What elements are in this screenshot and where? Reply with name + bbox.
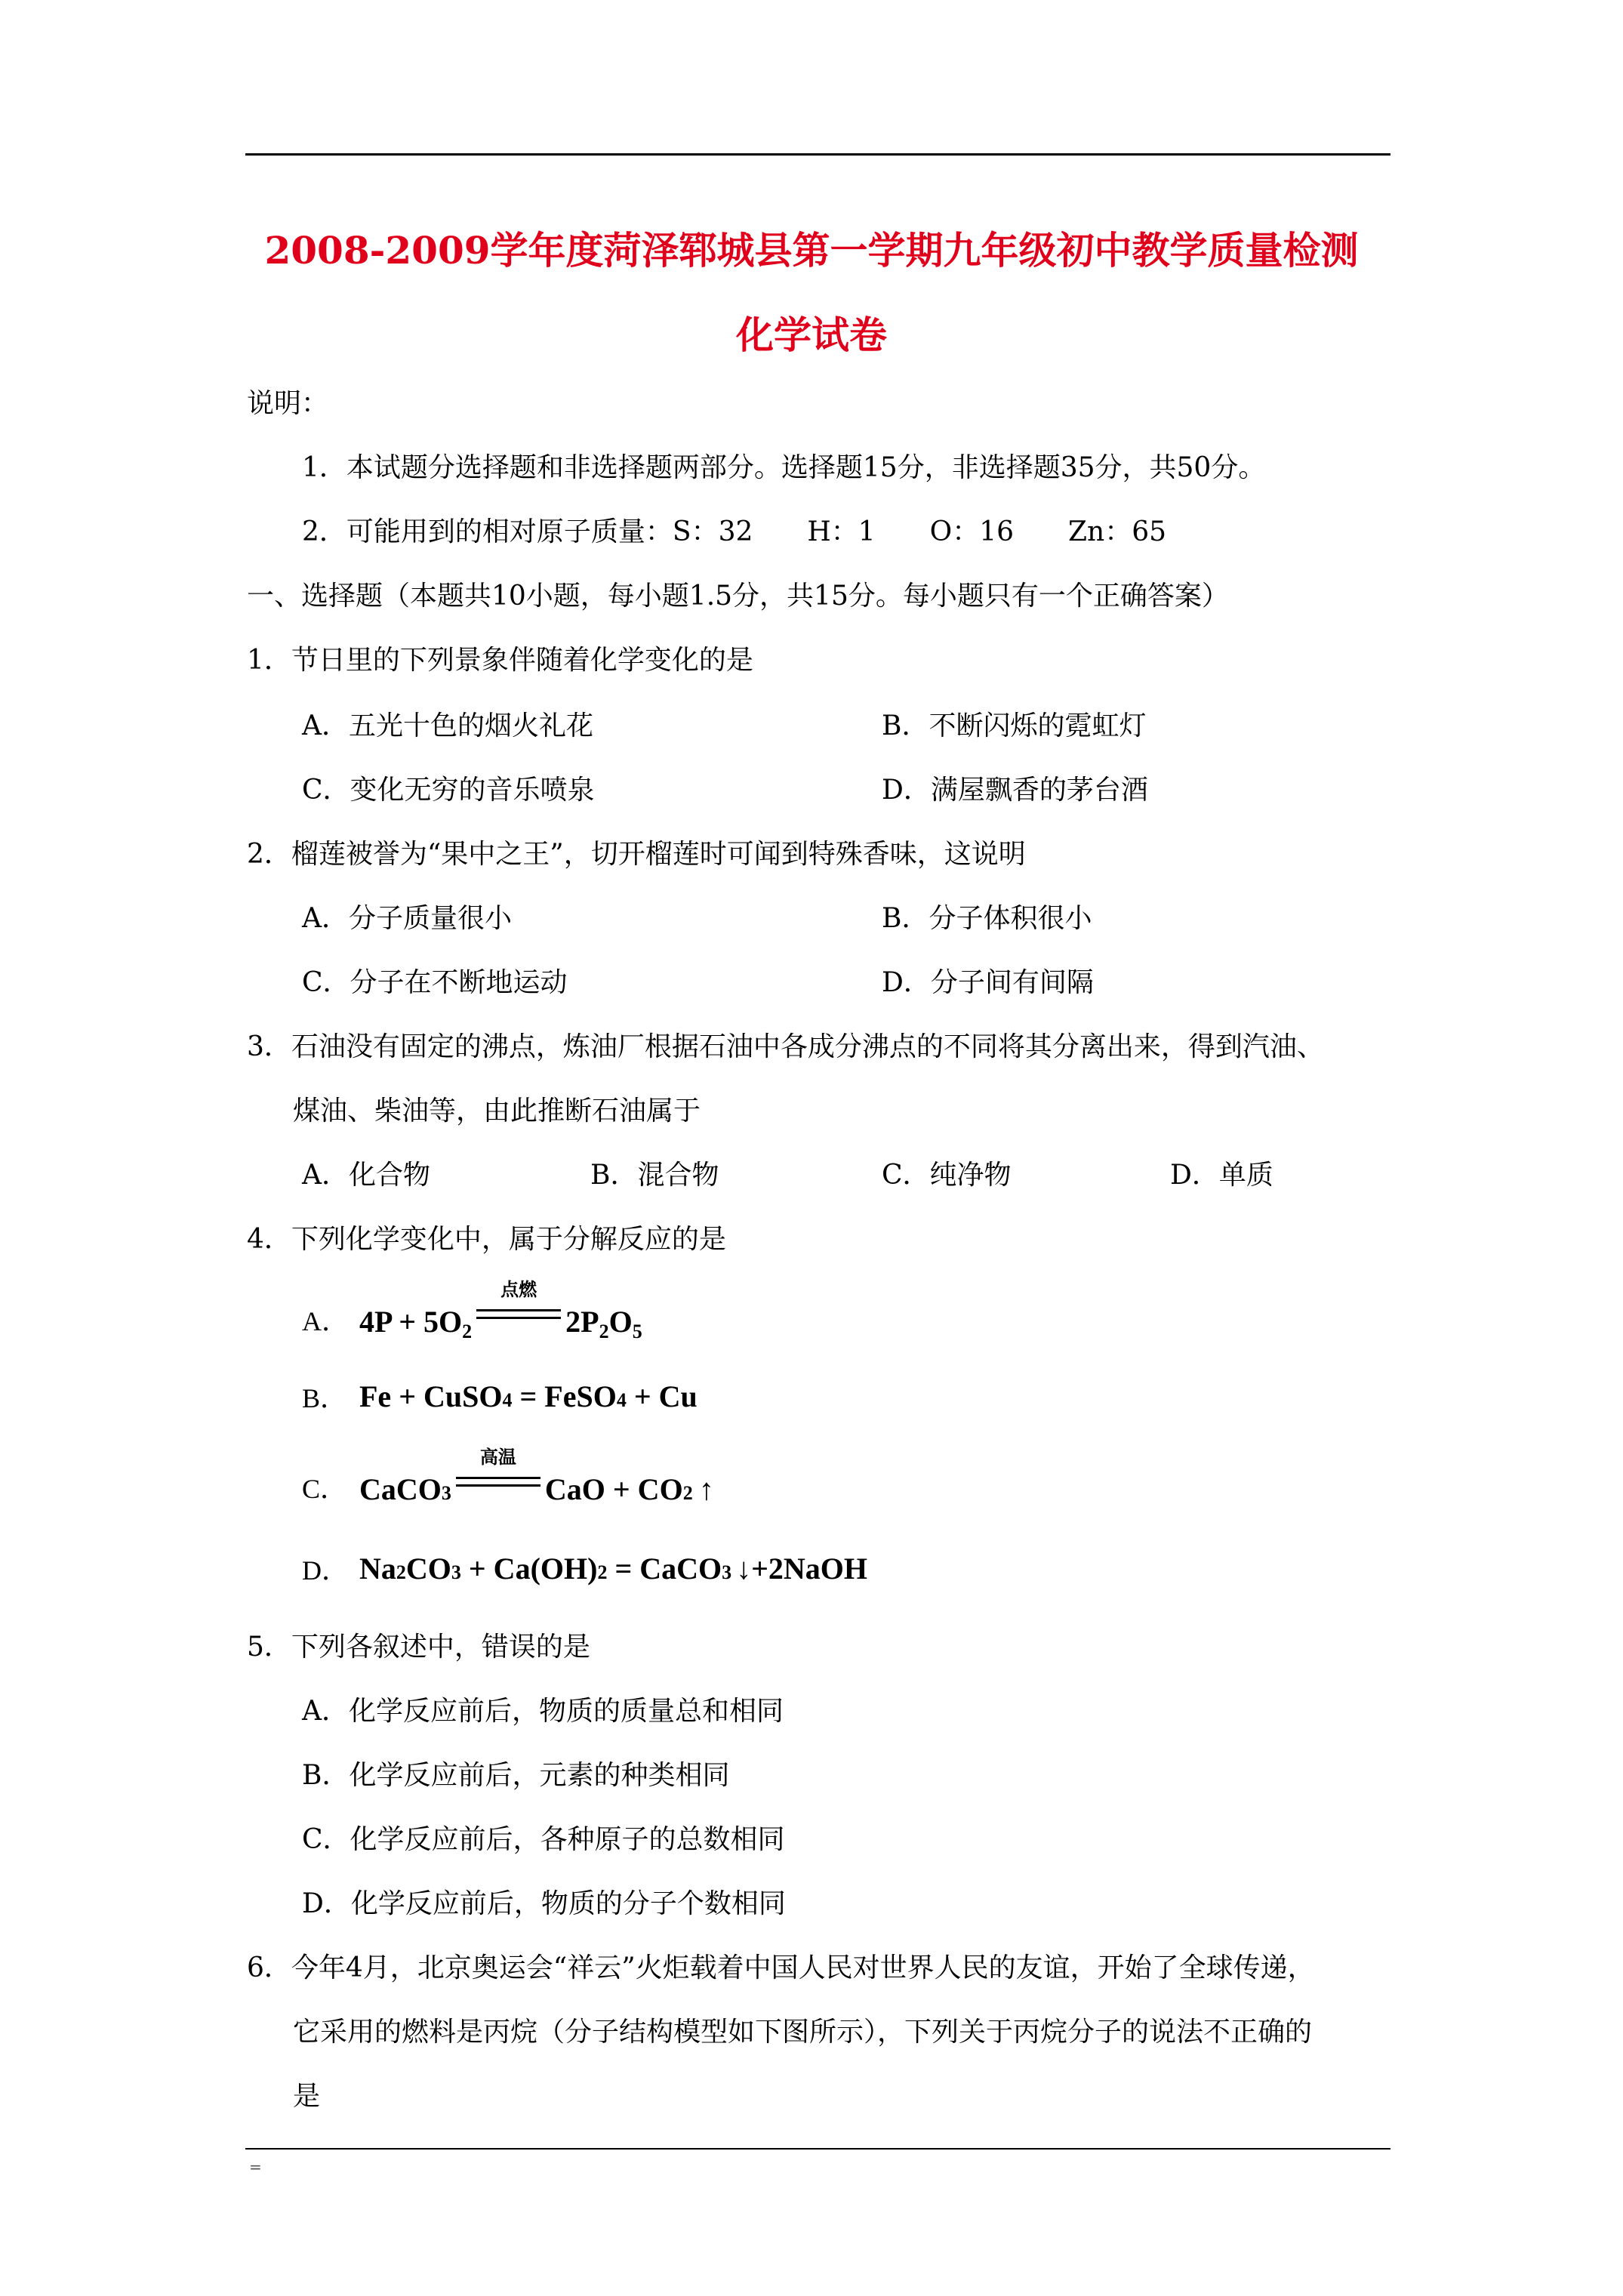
equation-a-reactants bbox=[359, 1304, 472, 1343]
question-6-stem-line-1: 6．今年4月，北京奥运会“祥云”火炬载着中国人民对世界人民的友谊，开始了全球传递， bbox=[247, 1952, 1315, 1983]
question-2-option-b: B．分子体积很小 bbox=[882, 903, 1092, 934]
instruction-note-2: 2．可能用到的相对原子质量：S：32 H：1 O：16 Zn：65 bbox=[302, 516, 1167, 547]
reaction-condition-arrow bbox=[456, 1447, 540, 1499]
question-3-option-c: C．纯净物 bbox=[882, 1160, 1012, 1191]
question-4-option-a-label: A． bbox=[302, 1306, 349, 1336]
subscript: 5 bbox=[632, 1321, 642, 1342]
subscript: 4 bbox=[616, 1389, 627, 1411]
question-2-option-d: D．分子间有间隔 bbox=[882, 967, 1094, 998]
question-5-option-c: C．化学反应前后，各种原子的总数相同 bbox=[302, 1824, 785, 1855]
question-4-stem: 4．下列化学变化中，属于分解反应的是 bbox=[247, 1224, 726, 1255]
equation-term: + Cu bbox=[626, 1379, 698, 1413]
question-5-option-a: A．化学反应前后，物质的质量总和相同 bbox=[302, 1696, 784, 1727]
question-6-stem-line-2: 它采用的燃料是丙烷（分子结构模型如下图所示），下列关于丙烷分子的说法不正确的 bbox=[293, 2017, 1313, 2048]
question-3-option-d: D．单质 bbox=[1170, 1160, 1273, 1191]
question-3-stem-line-2: 煤油、柴油等，由此推断石油属于 bbox=[293, 1096, 701, 1126]
equation-b bbox=[359, 1379, 698, 1414]
subscript: 3 bbox=[451, 1561, 461, 1583]
subscript: 2 bbox=[396, 1561, 406, 1583]
subscript: 4 bbox=[502, 1389, 513, 1411]
footer-mark: = bbox=[249, 2158, 262, 2176]
equation-term: CaCO bbox=[359, 1472, 442, 1506]
subscript: 2 bbox=[682, 1482, 693, 1504]
question-1-option-b: B．不断闪烁的霓虹灯 bbox=[882, 710, 1147, 741]
subscript: 2 bbox=[597, 1561, 608, 1583]
question-3-option-a: A．化合物 bbox=[302, 1160, 430, 1191]
equation-term: CO bbox=[405, 1552, 451, 1586]
equation-a-products bbox=[565, 1304, 642, 1343]
exam-title: 2008-2009学年度菏泽郓城县第一学期九年级初中教学质量检测 bbox=[264, 228, 1359, 273]
equation-term: CaO + CO bbox=[544, 1472, 683, 1506]
question-4-option-c-label: C． bbox=[302, 1474, 348, 1504]
question-4-option-d-label: D． bbox=[302, 1555, 349, 1586]
question-1-option-c: C．变化无穷的音乐喷泉 bbox=[302, 775, 595, 806]
section-heading: 一、选择题（本题共10小题，每小题1.5分，共15分。每小题只有一个正确答案） bbox=[247, 581, 1229, 612]
question-1-option-a: A．五光十色的烟火礼花 bbox=[302, 710, 593, 741]
equation-term: O bbox=[608, 1305, 633, 1339]
precipitate-arrow-icon: ↓ bbox=[736, 1552, 752, 1586]
exam-subtitle: 化学试卷 bbox=[736, 313, 887, 357]
equation-d bbox=[359, 1551, 867, 1586]
equation-term: + Ca(OH) bbox=[460, 1552, 598, 1586]
question-2-option-c: C．分子在不断地运动 bbox=[302, 967, 568, 998]
question-1-option-d: D．满屋飘香的茅台酒 bbox=[882, 775, 1148, 806]
equation-term: Na bbox=[359, 1552, 396, 1586]
reaction-condition-arrow bbox=[476, 1279, 561, 1332]
equation-term: Fe + CuSO bbox=[359, 1379, 503, 1413]
subscript: 2 bbox=[599, 1321, 609, 1342]
gas-arrow-icon: ↑ bbox=[698, 1472, 714, 1506]
question-1-stem: 1．节日里的下列景象伴随着化学变化的是 bbox=[247, 645, 753, 676]
question-2-stem: 2．榴莲被誉为“果中之王”，切开榴莲时可闻到特殊香味，这说明 bbox=[247, 839, 1026, 870]
question-4-option-b-label: B． bbox=[302, 1383, 348, 1413]
question-5-stem: 5．下列各叙述中，错误的是 bbox=[247, 1632, 590, 1663]
subscript: 3 bbox=[722, 1561, 732, 1583]
instruction-note-1: 1．本试题分选择题和非选择题两部分。选择题15分，非选择题35分，共50分。 bbox=[302, 452, 1266, 483]
equation-term: = CaCO bbox=[607, 1552, 722, 1586]
equation-c bbox=[359, 1447, 714, 1507]
question-2-option-a: A．分子质量很小 bbox=[302, 903, 512, 934]
condition-label: 高温 bbox=[479, 1447, 516, 1468]
subscript: 2 bbox=[462, 1321, 473, 1342]
header-rule bbox=[245, 153, 1390, 156]
question-3-option-b: B．混合物 bbox=[590, 1160, 719, 1191]
equation-term: = FeSO bbox=[512, 1379, 617, 1413]
instructions-heading: 说明： bbox=[247, 388, 329, 419]
footer-rule bbox=[245, 2148, 1390, 2150]
equation-a bbox=[359, 1279, 642, 1343]
question-5-option-b: B．化学反应前后，元素的种类相同 bbox=[302, 1760, 730, 1791]
condition-label: 点燃 bbox=[500, 1279, 537, 1300]
equation-term: +2NaOH bbox=[751, 1552, 868, 1586]
question-5-option-d: D．化学反应前后，物质的分子个数相同 bbox=[302, 1888, 786, 1919]
question-3-stem-line-1: 3．石油没有固定的沸点，炼油厂根据石油中各成分沸点的不同将其分离出来，得到汽油、 bbox=[247, 1031, 1324, 1062]
equation-term: 2P bbox=[565, 1305, 599, 1339]
question-6-stem-line-3: 是 bbox=[293, 2081, 321, 2112]
equation-term: 4P + 5O bbox=[359, 1305, 463, 1339]
subscript: 3 bbox=[441, 1482, 451, 1504]
